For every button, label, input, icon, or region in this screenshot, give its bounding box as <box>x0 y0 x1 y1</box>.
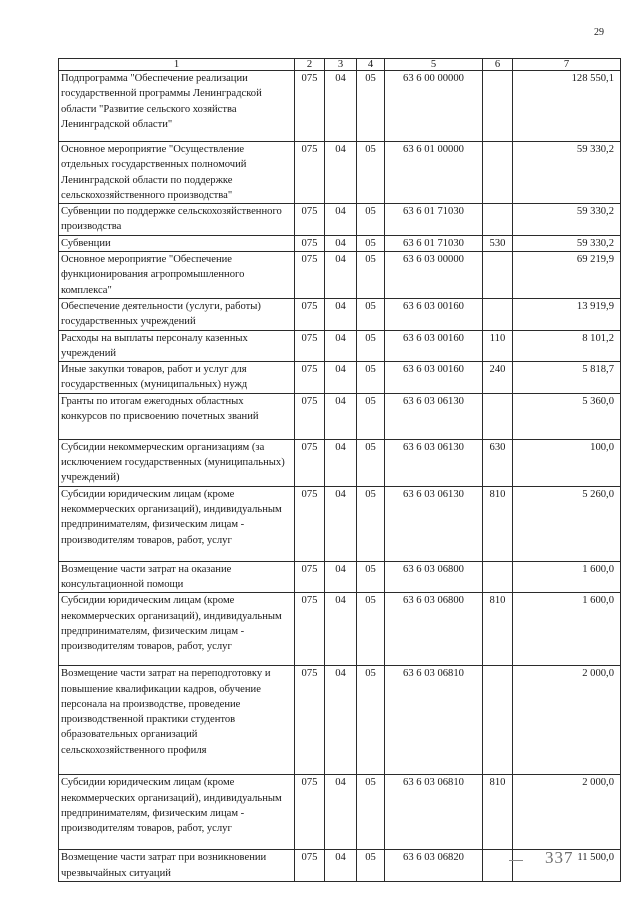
header-cell: 2 <box>295 59 325 71</box>
subsection-code-cell: 05 <box>357 486 385 561</box>
table-row <box>59 330 621 362</box>
amount-cell: 1 600,0 <box>513 561 621 593</box>
section-code-cell: 04 <box>325 439 357 486</box>
amount-cell: 5 360,0 <box>513 393 621 439</box>
header-cell: 3 <box>325 59 357 71</box>
target-article-cell: 63 6 00 00000 <box>385 71 483 142</box>
section-code-cell: 04 <box>325 330 357 362</box>
expense-type-cell: 810 <box>483 593 513 666</box>
grbs-code-cell: 075 <box>295 204 325 236</box>
row-name-cell: Расходы на выплаты персоналу казенных учреждений <box>59 330 295 362</box>
page-number: 29 <box>594 27 604 38</box>
expense-type-cell: 240 <box>483 362 513 394</box>
row-name-cell: Субсидии некоммерческим организациям (за исключением государственных (муниципальных) учреждений) <box>59 439 295 486</box>
table-row <box>59 204 621 236</box>
subsection-code-cell: 05 <box>357 298 385 330</box>
table-row <box>59 142 621 204</box>
table-row <box>59 593 621 666</box>
section-code-cell: 04 <box>325 71 357 142</box>
subsection-code-cell: 05 <box>357 666 385 775</box>
subsection-code-cell: 05 <box>357 330 385 362</box>
expense-type-cell <box>483 850 513 882</box>
table-row <box>59 666 621 775</box>
row-name-cell: Подпрограмма "Обеспечение реализации государственной программы Ленинградской области "Развитие сельского хозяйства Ленинградской области" <box>59 71 295 142</box>
row-name-cell: Возмещение части затрат на оказание консультационной помощи <box>59 561 295 593</box>
row-name-cell: Гранты по итогам ежегодных областных конкурсов по присвоению почетных званий <box>59 393 295 439</box>
grbs-code-cell: 075 <box>295 330 325 362</box>
table-row <box>59 850 621 882</box>
grbs-code-cell: 075 <box>295 393 325 439</box>
table-row <box>59 71 621 142</box>
grbs-code-cell: 075 <box>295 775 325 850</box>
section-code-cell: 04 <box>325 775 357 850</box>
grbs-code-cell: 075 <box>295 142 325 204</box>
row-name-cell: Возмещение части затрат при возникновении чрезвычайных ситуаций <box>59 850 295 882</box>
amount-cell: 1 600,0 <box>513 593 621 666</box>
grbs-code-cell: 075 <box>295 850 325 882</box>
section-code-cell: 04 <box>325 561 357 593</box>
subsection-code-cell: 05 <box>357 252 385 299</box>
expense-type-cell <box>483 252 513 299</box>
grbs-code-cell: 075 <box>295 561 325 593</box>
expense-type-cell <box>483 393 513 439</box>
row-name-cell: Субвенции по поддержке сельскохозяйственного производства <box>59 204 295 236</box>
scan-mark <box>509 860 523 861</box>
grbs-code-cell: 075 <box>295 362 325 394</box>
header-cell: 7 <box>513 59 621 71</box>
subsection-code-cell: 05 <box>357 393 385 439</box>
amount-cell: 128 550,1 <box>513 71 621 142</box>
header-cell: 6 <box>483 59 513 71</box>
target-article-cell: 63 6 03 00160 <box>385 298 483 330</box>
section-code-cell: 04 <box>325 362 357 394</box>
row-name-cell: Основное мероприятие "Обеспечение функционирования агропромышленного комплекса" <box>59 252 295 299</box>
expense-type-cell <box>483 204 513 236</box>
target-article-cell: 63 6 03 06810 <box>385 775 483 850</box>
subsection-code-cell: 05 <box>357 362 385 394</box>
target-article-cell: 63 6 03 06810 <box>385 666 483 775</box>
section-code-cell: 04 <box>325 486 357 561</box>
target-article-cell: 63 6 03 06130 <box>385 486 483 561</box>
target-article-cell: 63 6 01 71030 <box>385 204 483 236</box>
row-name-cell: Основное мероприятие "Осуществление отдельных государственных полномочий Ленинградской области по поддержке сельскохозяйственного производства" <box>59 142 295 204</box>
table-row <box>59 561 621 593</box>
table-row <box>59 439 621 486</box>
page-stamp: 337 <box>545 848 574 867</box>
budget-table <box>58 58 621 882</box>
section-code-cell: 04 <box>325 850 357 882</box>
expense-type-cell <box>483 666 513 775</box>
amount-cell: 13 919,9 <box>513 298 621 330</box>
amount-cell: 5 818,7 <box>513 362 621 394</box>
amount-cell: 100,0 <box>513 439 621 486</box>
table-row <box>59 775 621 850</box>
amount-cell: 2 000,0 <box>513 775 621 850</box>
target-article-cell: 63 6 03 06800 <box>385 593 483 666</box>
row-name-cell: Субсидии юридическим лицам (кроме некоммерческих организаций), индивидуальным предпринимателям, физическим лицам - производителям товаров, работ, услуг <box>59 486 295 561</box>
table-row <box>59 235 621 251</box>
table-row <box>59 362 621 394</box>
row-name-cell: Субвенции <box>59 235 295 251</box>
table-row <box>59 252 621 299</box>
grbs-code-cell: 075 <box>295 439 325 486</box>
target-article-cell: 63 6 03 06820 <box>385 850 483 882</box>
expense-type-cell: 630 <box>483 439 513 486</box>
row-name-cell: Возмещение части затрат на переподготовку и повышение квалификации кадров, обучение персонала на производстве, проведение производственной практики студентов образовательных организаций сельскохозяйственного профиля <box>59 666 295 775</box>
table-row <box>59 298 621 330</box>
amount-cell: 59 330,2 <box>513 235 621 251</box>
subsection-code-cell: 05 <box>357 71 385 142</box>
row-name-cell: Иные закупки товаров, работ и услуг для государственных (муниципальных) нужд <box>59 362 295 394</box>
section-code-cell: 04 <box>325 252 357 299</box>
expense-type-cell <box>483 142 513 204</box>
grbs-code-cell: 075 <box>295 486 325 561</box>
grbs-code-cell: 075 <box>295 593 325 666</box>
header-cell: 1 <box>59 59 295 71</box>
expense-type-cell <box>483 298 513 330</box>
section-code-cell: 04 <box>325 393 357 439</box>
subsection-code-cell: 05 <box>357 775 385 850</box>
subsection-code-cell: 05 <box>357 142 385 204</box>
table-row <box>59 393 621 439</box>
grbs-code-cell: 075 <box>295 235 325 251</box>
subsection-code-cell: 05 <box>357 439 385 486</box>
subsection-code-cell: 05 <box>357 850 385 882</box>
table-row <box>59 486 621 561</box>
grbs-code-cell: 075 <box>295 298 325 330</box>
row-name-cell: Субсидии юридическим лицам (кроме некоммерческих организаций), индивидуальным предпринимателям, физическим лицам - производителям товаров, работ, услуг <box>59 775 295 850</box>
expense-type-cell: 530 <box>483 235 513 251</box>
target-article-cell: 63 6 03 00000 <box>385 252 483 299</box>
amount-cell: 59 330,2 <box>513 142 621 204</box>
row-name-cell: Обеспечение деятельности (услуги, работы) государственных учреждений <box>59 298 295 330</box>
subsection-code-cell: 05 <box>357 593 385 666</box>
target-article-cell: 63 6 03 06130 <box>385 439 483 486</box>
table-header-row <box>59 59 621 71</box>
target-article-cell: 63 6 03 00160 <box>385 362 483 394</box>
section-code-cell: 04 <box>325 235 357 251</box>
amount-cell: 2 000,0 <box>513 666 621 775</box>
expense-type-cell: 810 <box>483 486 513 561</box>
amount-cell: 8 101,2 <box>513 330 621 362</box>
section-code-cell: 04 <box>325 298 357 330</box>
expense-type-cell <box>483 71 513 142</box>
header-cell: 4 <box>357 59 385 71</box>
subsection-code-cell: 05 <box>357 561 385 593</box>
section-code-cell: 04 <box>325 593 357 666</box>
target-article-cell: 63 6 01 00000 <box>385 142 483 204</box>
subsection-code-cell: 05 <box>357 235 385 251</box>
target-article-cell: 63 6 01 71030 <box>385 235 483 251</box>
target-article-cell: 63 6 03 06800 <box>385 561 483 593</box>
row-name-cell: Субсидии юридическим лицам (кроме некоммерческих организаций), индивидуальным предпринимателям, физическим лицам - производителям товаров, работ, услуг <box>59 593 295 666</box>
grbs-code-cell: 075 <box>295 666 325 775</box>
section-code-cell: 04 <box>325 142 357 204</box>
expense-type-cell: 110 <box>483 330 513 362</box>
subsection-code-cell: 05 <box>357 204 385 236</box>
expense-type-cell: 810 <box>483 775 513 850</box>
amount-cell: 59 330,2 <box>513 204 621 236</box>
target-article-cell: 63 6 03 06130 <box>385 393 483 439</box>
amount-cell: 5 260,0 <box>513 486 621 561</box>
target-article-cell: 63 6 03 00160 <box>385 330 483 362</box>
section-code-cell: 04 <box>325 666 357 775</box>
header-cell: 5 <box>385 59 483 71</box>
expense-type-cell <box>483 561 513 593</box>
section-code-cell: 04 <box>325 204 357 236</box>
amount-cell: 69 219,9 <box>513 252 621 299</box>
grbs-code-cell: 075 <box>295 252 325 299</box>
grbs-code-cell: 075 <box>295 71 325 142</box>
amount-cell: 11 500,0 <box>513 850 621 882</box>
